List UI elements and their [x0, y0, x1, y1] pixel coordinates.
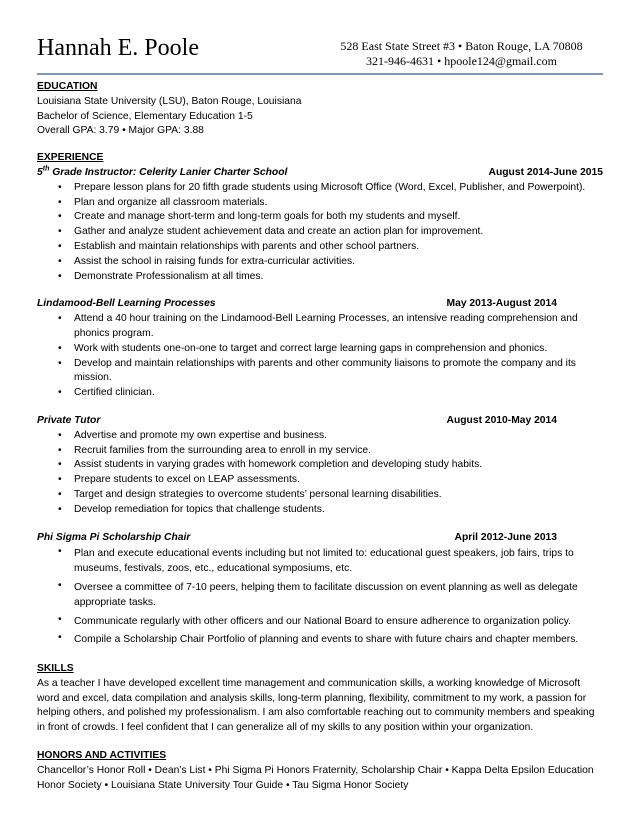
job-header	[37, 414, 557, 429]
list-item: • Plan and organize all classroom materials.	[37, 196, 603, 211]
job-header	[37, 531, 557, 546]
job-title: Lindamood-Bell Learning Processes	[37, 298, 216, 310]
list-item: • Prepare students to excel on LEAP assessments.	[37, 473, 603, 488]
job-dates: August 2010-May 2014	[446, 414, 557, 426]
honors-heading: HONORS AND ACTIVITIES	[37, 750, 167, 762]
experience-heading: EXPERIENCE	[37, 152, 104, 164]
job-dates: May 2013-August 2014	[446, 298, 557, 310]
list-item: • Assist the school in raising funds for extra-curricular activities.	[37, 255, 603, 270]
job-title: Private Tutor	[37, 414, 101, 426]
honors-paragraph: Chancellor’s Honor Roll • Dean’s List • Phi Sigma Pi Honors Fraternity, Scholarship Chair • Kappa Delta Epsilon Education Honor Society • Louisiana State University Tour Guide • Tau Sigma Honor Society	[37, 764, 594, 791]
address-line: 528 East State Street #3 • Baton Rouge, LA 70808	[340, 39, 583, 53]
job-dates: August 2014-June 2015	[488, 166, 603, 178]
job-title: Phi Sigma Pi Scholarship Chair	[37, 531, 191, 543]
job-header	[37, 166, 603, 181]
list-item: • Target and design strategies to overcome students’ personal learning disabilities.	[37, 488, 603, 503]
job-bullet-list	[37, 545, 603, 650]
list-item: • Develop and maintain relationships with parents and other community liaisons to promote the company and its mission.	[37, 357, 603, 387]
list-item: • Recruit families from the surrounding area to enroll in my service.	[37, 444, 603, 459]
education-heading: EDUCATION	[37, 81, 98, 92]
list-item: • Attend a 40 hour training on the Lindamood-Bell Learning Processes, an intensive reading comprehension and phonics program.	[37, 312, 603, 342]
list-item: • Create and manage short-term and long-term goals for both my students and myself.	[37, 210, 603, 225]
list-item: • Assist students in varying grades with homework completion and developing study habits.	[37, 458, 603, 473]
job-bullet-list	[37, 181, 603, 285]
list-item: • Prepare lesson plans for 20 fifth grade students using Microsoft Office (Word, Excel, Publisher, and Powerpoint).	[37, 181, 603, 196]
list-item: • Gather and analyze student achievement data and create an action plan for improvement.	[37, 225, 603, 240]
list-item: • Oversee a committee of 7-10 peers, helping them to facilitate discussion on event planning as well as delegate appropriate tasks.	[37, 579, 603, 613]
list-item: • Certified clinician.	[37, 386, 603, 401]
education-degree: Bachelor of Science, Elementary Education 1-5	[37, 110, 253, 122]
job-header	[37, 297, 557, 312]
resume-header	[37, 34, 603, 74]
job-title: 5th Grade Instructor: Celerity Lanier Charter School	[37, 165, 288, 178]
list-item: • Advertise and promote my own expertise and business.	[37, 429, 603, 444]
list-item: • Plan and execute educational events including but not limited to: educational guest speakers, job fairs, trips to museums, festivals, zoos, etc., educational symposiums, etc.	[37, 545, 603, 579]
list-item: • Establish and maintain relationships with parents and other school partners.	[37, 240, 603, 255]
header-divider	[37, 73, 603, 75]
skills-paragraph: As a teacher I have developed excellent time management and communication skills, a working knowledge of Microsoft word and excel, data compilation and analysis skills, long-term planning, flexibility, commitment to my work, a passion for helping others, and polished my professionalism. I am also comfortable reaching out to community members and speaking in front of crowds. I feel confident that I can generalize all of my skills to any position within your organization.	[37, 677, 595, 734]
contact-block	[320, 39, 603, 69]
list-item: • Demonstrate Professionalism at all times.	[37, 270, 603, 285]
education-gpa: Overall GPA: 3.79 • Major GPA: 3.88	[37, 125, 204, 137]
list-item: • Compile a Scholarship Chair Portfolio of planning and events to share with future chairs and chapter members.	[37, 631, 603, 650]
list-item: • Communicate regularly with other officers and our National Board to ensure adherence to organization policy.	[37, 613, 603, 632]
job-bullet-list	[37, 429, 603, 518]
job-bullet-list	[37, 312, 603, 401]
list-item: • Work with students one-on-one to target and correct large learning gaps in comprehension and phonics.	[37, 342, 603, 357]
resume-body	[37, 80, 603, 793]
education-school: Louisiana State University (LSU), Baton Rouge, Louisiana	[37, 95, 302, 107]
job-dates: April 2012-June 2013	[454, 531, 557, 543]
skills-heading: SKILLS	[37, 663, 74, 675]
candidate-name: Hannah E. Poole	[37, 35, 199, 61]
list-item: • Develop remediation for topics that challenge students.	[37, 503, 603, 518]
phone-email-line: 321-946-4631 • hpoole124@gmail.com	[366, 54, 557, 68]
